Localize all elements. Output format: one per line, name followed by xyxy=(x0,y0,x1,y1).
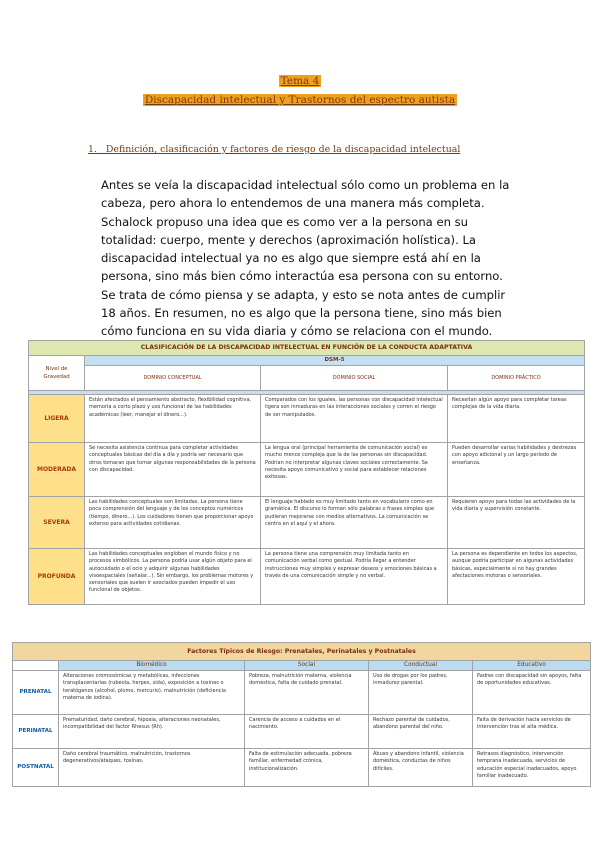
table-row xyxy=(29,549,585,605)
section-heading xyxy=(88,144,460,155)
social-cell: Falta de estimulación adecuada, pobreza familiar, enfermedad crónica, institucionalización. xyxy=(245,749,369,787)
level-cell: PROFUNDA xyxy=(29,549,85,605)
conceptual-cell: Se necesita asistencia continua para completar actividades conceptuales básicas del día a día y podría ser necesario que otros tomaran que tomar algunas responsabilidades de la persona con discapacidad. xyxy=(85,443,261,497)
tema-label: Tema 4 xyxy=(280,75,320,87)
tema-subtitle: Discapacidad intelectual y Trastornos del espectro autista xyxy=(144,94,456,106)
table-row xyxy=(29,395,585,443)
practico-cell: Necesitan algún apoyo para completar tareas complejas de la vida diaria. xyxy=(448,395,585,443)
section-number: 1. xyxy=(88,144,97,155)
social-cell: El lenguaje hablado es muy limitado tanto en vocabulario como en gramática. El discurso lo forman sólo palabras o frases simples que pudieran mejorarse con medios alternativos. La comunicación se centra en el aquí y el ahora. xyxy=(261,497,448,549)
level-cell: MODERADA xyxy=(29,443,85,497)
risk-factors-table-title: Factores Típicos de Riesgo: Prenatales, Perinatales y Postnatales xyxy=(13,643,591,661)
educativo-cell: Padres con discapacidad sin apoyos, falta de oportunidades educativas. xyxy=(473,671,591,715)
biomedico-cell: Alteraciones cromosómicas y metabólicas, infecciones transplacentarias (rubeola, herpes, sida), exposición a toxinas o teratógenos (alcohol, plomo, mercurio), malnutrición (deficiencia materna de iodina). xyxy=(59,671,245,715)
table-row xyxy=(13,671,591,715)
biomedico-cell: Daño cerebral traumático, malnutrición, trastornos degenerativos/ataques, toxinas. xyxy=(59,749,245,787)
social-cell: Comparados con los iguales, las personas con discapacidad intelectual ligera son inmaduras en las interacciones sociales y corren el riesgo de ser manipulados. xyxy=(261,395,448,443)
educativo-cell: Retrasos diagnóstico, intervención temprana inadecuada, servicios de educación especial inadecuados, apoyo familiar inadecuado. xyxy=(473,749,591,787)
level-cell: PRENATAL xyxy=(13,671,59,715)
col-header-educativo: Educativo xyxy=(473,661,591,671)
col-header-social: Social xyxy=(245,661,369,671)
conceptual-cell: Las habilidades conceptuales son limitadas. La persona tiene poca comprensión del lenguaje y de los conceptos numéricos (tiempo, dinero...). Los cuidadores tienen que proporcionar apoyo extenso para actividades cotidianas. xyxy=(85,497,261,549)
col-header-social: DOMINIO SOCIAL xyxy=(261,366,448,391)
conceptual-cell: Las habilidades conceptuales engloban el mundo físico y no procesos simbólicos. La persona podría usar algún objeto para el autocuidado o el ocio y adquirir algunas habilidades visoespaciales (señalar...). Sin embargo, los problemas motores y sensoriales que suelen ir asociados pueden impedir el uso funcional de objetos. xyxy=(85,549,261,605)
conductual-cell: Abuso y abandono infantil, violencia doméstica, conductas de niños difíciles. xyxy=(369,749,473,787)
blank-header-cell xyxy=(13,661,59,671)
table-row xyxy=(13,749,591,787)
table-row xyxy=(29,497,585,549)
col-header-biomedico: Biomédico xyxy=(59,661,245,671)
conductual-cell: Uso de drogas por los padres, inmadurez parental. xyxy=(369,671,473,715)
conceptual-cell: Están afectados el pensamiento abstracto, flexibilidad cognitiva, memoria a corto plazo y uso funcional de las habilidades académicas (leer, manejar el dinero...). xyxy=(85,395,261,443)
practico-cell: Pueden desarrollar varias habilidades y destrezas con apoyo adicional y un largo periodo de enseñanza. xyxy=(448,443,585,497)
document-title xyxy=(0,74,600,108)
risk-factors-table xyxy=(12,642,591,787)
col-header-conceptual: DOMINIO CONCEPTUAL xyxy=(85,366,261,391)
social-cell: La persona tiene una comprensión muy limitada tanto en comunicación verbal como gestual. Podría llegar a entender instrucciones muy simples y expresar deseos y emociones básicas a través de una comunicación simple y no verbal. xyxy=(261,549,448,605)
intro-paragraph xyxy=(101,176,511,341)
level-cell: SEVERA xyxy=(29,497,85,549)
section-title: Definición, clasificación y factores de riesgo de la discapacidad intelectual xyxy=(105,144,461,155)
conductual-cell: Rechazo parental de cuidados, abandono parental del niño. xyxy=(369,715,473,749)
level-cell: POSTNATAL xyxy=(13,749,59,787)
col-header-practico: DOMINIO PRÁCTICO xyxy=(448,366,585,391)
social-cell: Pobreza, malnutrición materna, violencia doméstica, falta de cuidado prenatal. xyxy=(245,671,369,715)
level-cell: PERINATAL xyxy=(13,715,59,749)
table-row xyxy=(29,443,585,497)
table-row xyxy=(13,715,591,749)
practico-cell: La persona es dependiente en todos los aspectos, aunque podría participar en algunas actividades básicas, especialmente si no hay grandes afectaciones motoras o sensoriales. xyxy=(448,549,585,605)
social-cell: La lengua oral (principal herramienta de comunicación social) es mucho menos compleja que la de las personas sin discapacidad. Podrían no interpretar algunas claves sociales correctamente. Se necesita apoyo comunicativo y social para establecer relaciones exitosas. xyxy=(261,443,448,497)
nivel-gravedad-header: Nivel de Gravedad xyxy=(29,356,85,391)
educativo-cell: Falta de derivación hacia servicios de intervención tras el alta médica. xyxy=(473,715,591,749)
classification-table xyxy=(28,340,585,605)
biomedico-cell: Prematuridad, daño cerebral, hipoxia, alteraciones neonatales, incompatibilidad del factor Rhesus (Rh). xyxy=(59,715,245,749)
level-cell: LIGERA xyxy=(29,395,85,443)
dsm-header: DSM-5 xyxy=(85,356,585,366)
col-header-conductual: Conductual xyxy=(369,661,473,671)
social-cell: Carencia de acceso a cuidados en el nacimiento. xyxy=(245,715,369,749)
practico-cell: Requieren apoyo para todas las actividades de la vida diaria y supervisión constante. xyxy=(448,497,585,549)
intro-text: Antes se veía la discapacidad intelectual sólo como un problema en la cabeza, pero ahora lo entendemos de una manera más completa. Schalock propuso una idea que es como ver a la persona en su totalidad: cuerpo, mente y derechos (aproximación holística). La discapacidad intelectual ya no es algo que siempre está ahí en la persona, sino más bien cómo interactúa esa persona con su entorno. Se trata de cómo piensa y se adapta, y esto se nota antes de cumplir 18 años. En resumen, no es algo que la persona tiene, sino más bien cómo funciona en su vida diaria y cómo se relaciona con el mundo. xyxy=(101,178,510,339)
classification-table-title: CLASIFICACIÓN DE LA DISCAPACIDAD INTELECTUAL EN FUNCIÓN DE LA CONDUCTA ADAPTATIVA xyxy=(29,341,585,356)
